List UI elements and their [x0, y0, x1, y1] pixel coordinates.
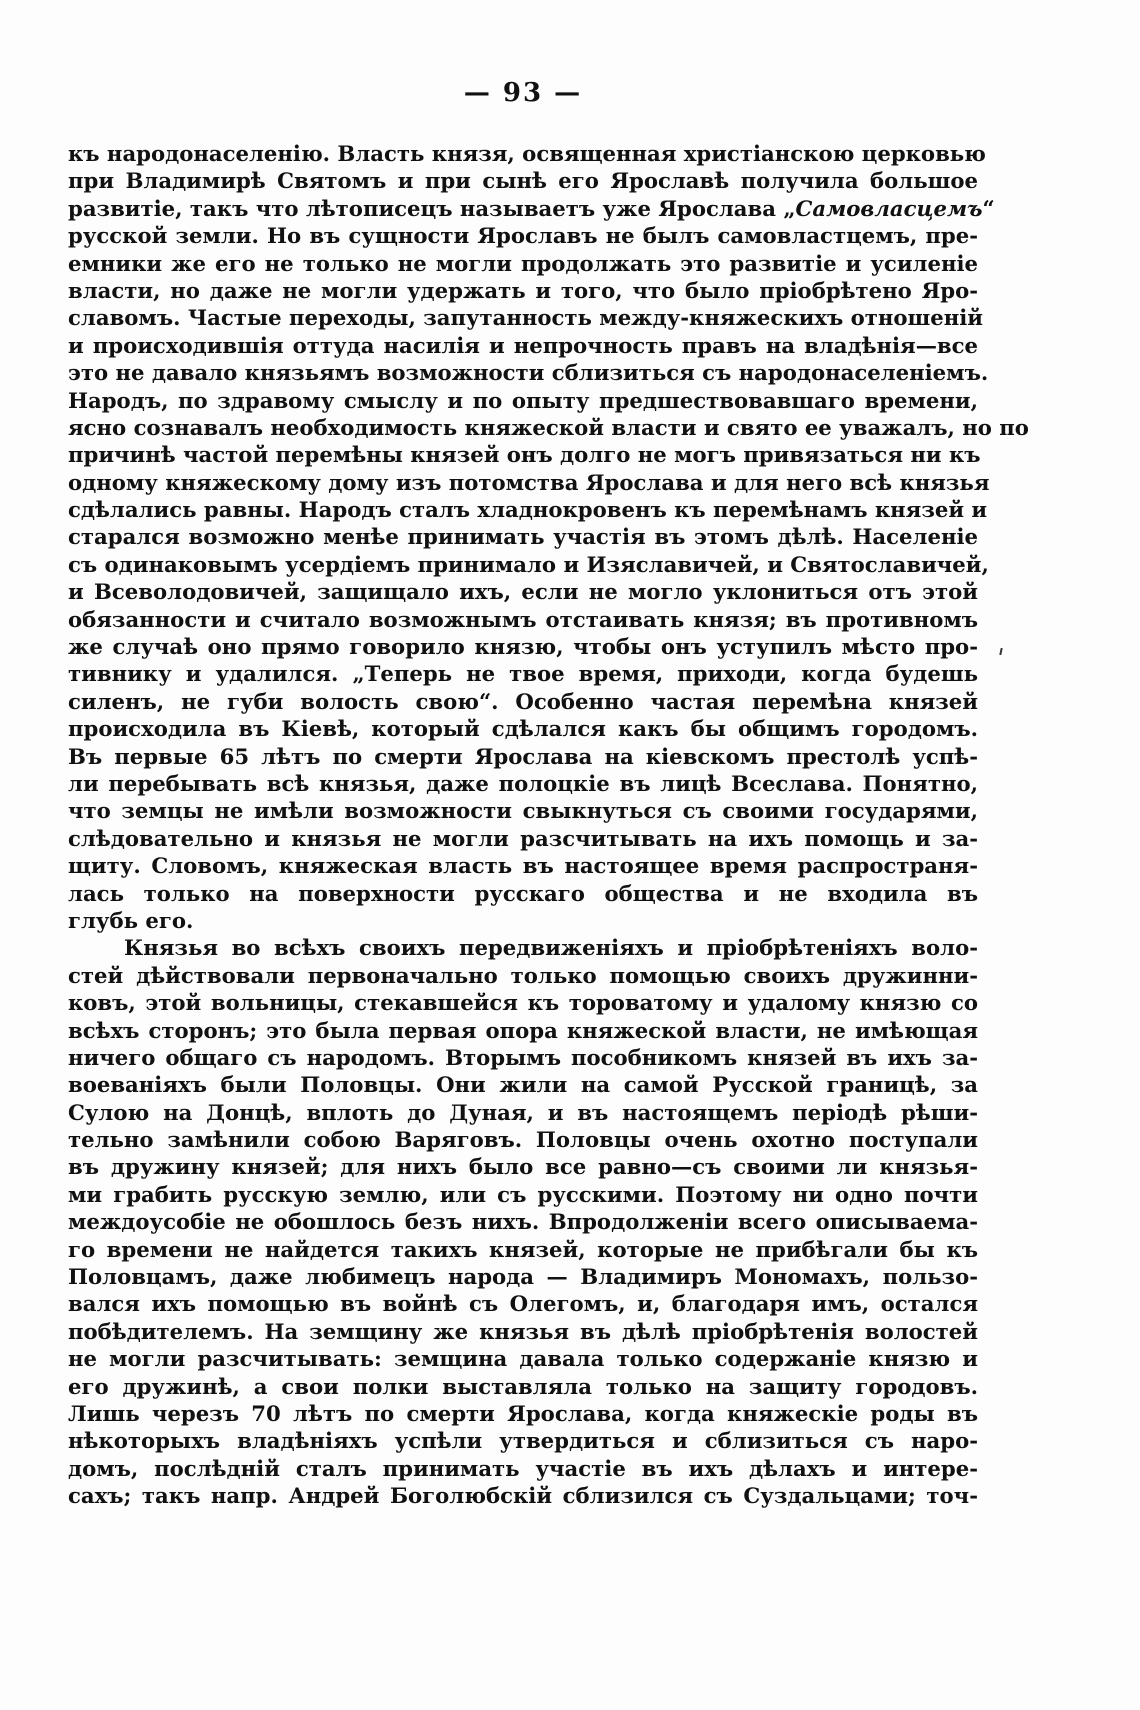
text-line: лась только на поверхности русскаго общества и не входила въ [68, 880, 978, 906]
text-line: при Владимирѣ Святомъ и при сынѣ его Ярославѣ получила большое [68, 168, 978, 194]
text-line: тельно замѣнили собою Варяговъ. Половцы очень охотно поступали [68, 1127, 978, 1153]
text-line: и происходившія оттуда насилія и непрочность правъ на владѣнія—все [68, 332, 978, 358]
margin-mark [999, 648, 1002, 655]
text-line: глубь его. [68, 907, 194, 933]
text-line: домъ, послѣдній сталъ принимать участіе въ ихъ дѣлахъ и интере- [68, 1455, 978, 1481]
text-line: всѣхъ сторонъ; это была первая опора княжеской власти, не имѣющая [68, 1017, 978, 1043]
text-line: старался возможно менѣе принимать участія въ этомъ дѣлѣ. Населеніе [68, 524, 978, 550]
text-line: славомъ. Частые переходы, запутанность между-княжескихъ отношеній [68, 305, 983, 331]
body-text [68, 140, 1029, 1510]
text-line: емники же его не только не могли продолжать это развитіе и усиленіе [68, 250, 978, 276]
text-line: ковъ, этой вольницы, стекавшейся къ тороватому и удалому князю со [68, 990, 978, 1016]
text-line: что земцы не имѣли возможности свыкнуться съ своими государями, [68, 798, 978, 824]
text-line: ясно сознавалъ необходимость княжеской власти и свято ее уважалъ, но по [68, 414, 1029, 440]
text-line: Лишь черезъ 70 лѣтъ по смерти Ярослава, когда княжескіе роды въ [68, 1400, 978, 1426]
text-line: ничего общаго съ народомъ. Вторымъ пособникомъ князей въ ихъ за- [68, 1044, 978, 1070]
text-line: къ народонаселенію. Власть князя, освященная христіанскою церковью [68, 141, 986, 166]
text-line: Въ первые 65 лѣтъ по смерти Ярослава на кіевскомъ престолѣ успѣ- [68, 743, 978, 769]
text-line: развитіе, такъ что лѣтописецъ называетъ уже Ярослава „Самовласцемъ“ [68, 195, 995, 221]
text-line: не могли разсчитывать: земщина давала только содержаніе князю и [68, 1346, 978, 1372]
text-line: Князья во всѣхъ своихъ передвиженіяхъ и пріобрѣтеніяхъ воло- [124, 935, 978, 961]
text-line: русской земли. Но въ сущности Ярославъ не былъ самовластцемъ, пре- [68, 223, 978, 249]
text-line: причинѣ частой перемѣны князей онъ долго не могъ привязаться ни къ [68, 442, 981, 468]
text-line: Половцамъ, даже любимецъ народа — Владимиръ Мономахъ, пользо- [68, 1264, 978, 1290]
text-line: ми грабить русскую землю, или съ русскими. Поэтому ни одно почти [68, 1181, 978, 1207]
text-line: власти, но даже не могли удержать и того, что было пріобрѣтено Яро- [68, 277, 978, 303]
text-line: Сулою на Донцѣ, вплоть до Дуная, и въ настоящемъ періодѣ рѣши- [68, 1099, 978, 1125]
text-line: го времени не найдется такихъ князей, которые не прибѣгали бы къ [68, 1236, 978, 1262]
text-line: слѣдовательно и князья не могли разсчитывать на ихъ помощь и за- [68, 825, 978, 851]
page-number: — 93 — [463, 78, 583, 108]
text-line: воеваніяхъ были Половцы. Они жили на самой Русской границѣ, за [68, 1072, 978, 1098]
text-line: сдѣлались равны. Народъ сталъ хладнокровенъ къ перемѣнамъ князей и [68, 497, 988, 523]
text-line: и Всеволодовичей, защищало ихъ, если не могло уклониться отъ этой [68, 579, 978, 605]
text-line: нѣкоторыхъ владѣніяхъ успѣли утвердиться и сблизиться съ наро- [68, 1428, 978, 1454]
text-line: Народъ, по здравому смыслу и по опыту предшествовавшаго времени, [68, 387, 978, 413]
text-line: это не давало князьямъ возможности сблизиться съ народонаселеніемъ. [68, 360, 989, 386]
text-line: тивнику и удалился. „Теперь не твое время, приходи, когда будешь [68, 661, 978, 687]
text-line: вался ихъ помощью въ войнѣ съ Олегомъ, и, благодаря имъ, остался [68, 1291, 978, 1317]
italic-title-word: Самовласцемъ [795, 195, 983, 221]
text-line: обязанности и считало возможнымъ отстаивать князя; въ противномъ [68, 606, 978, 632]
text-line: ли перебывать всѣ князья, даже полоцкіе въ лицѣ Всеслава. Понятно, [68, 770, 978, 796]
text-line: же случаѣ оно прямо говорило князю, чтобы онъ уступилъ мѣсто про- [68, 634, 978, 660]
text-line: съ одинаковымъ усердіемъ принимало и Изяславичей, и Святославичей, [68, 551, 989, 577]
text-line: сахъ; такъ напр. Андрей Боголюбскій сблизился съ Суздальцами; точ- [68, 1483, 978, 1509]
text-line: въ дружину князей; для нихъ было все равно—съ своими ли князья- [68, 1154, 978, 1180]
text-line: происходила въ Кіевѣ, который сдѣлался какъ бы общимъ городомъ. [68, 716, 978, 742]
text-line: междоусобіе не обошлось безъ нихъ. Впродолженіи всего описываема- [68, 1209, 978, 1235]
text-line: силенъ, не губи волость свою“. Особенно частая перемѣна князей [68, 688, 978, 714]
text-line: стей дѣйствовали первоначально только помощью своихъ дружинни- [68, 962, 978, 988]
text-line: его дружинѣ, а свои полки выставляла только на защиту городовъ. [68, 1373, 978, 1399]
text-line: побѣдителемъ. На земщину же князья въ дѣлѣ пріобрѣтенія волостей [68, 1318, 978, 1344]
text-line: одному княжескому дому изъ потомства Ярослава и для него всѣ князья [68, 469, 990, 495]
text-line: щиту. Словомъ, княжеская власть въ настоящее время распространя- [68, 853, 978, 879]
